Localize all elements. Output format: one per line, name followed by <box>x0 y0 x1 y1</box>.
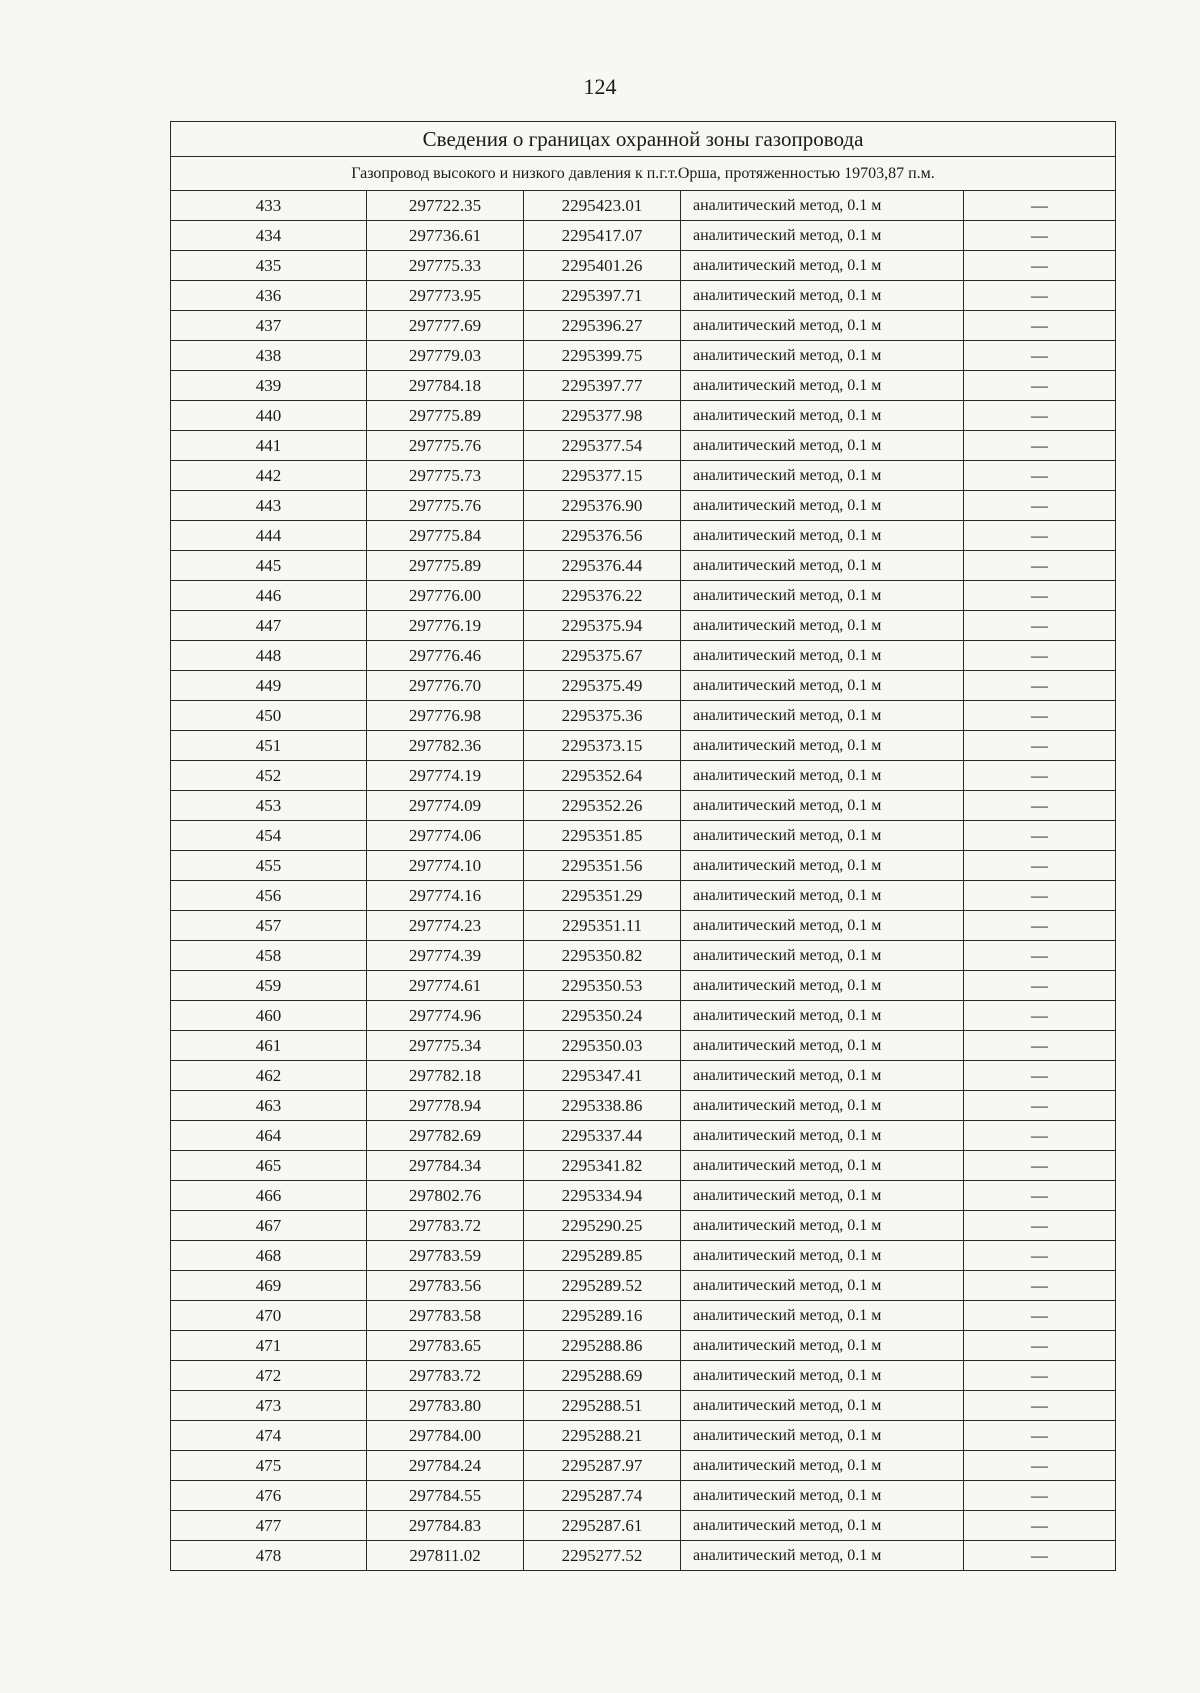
boundary-coordinates-table <box>170 121 1116 1571</box>
x-coordinate: 297775.33 <box>367 251 524 281</box>
point-number: 433 <box>171 191 367 221</box>
x-coordinate: 297774.09 <box>367 791 524 821</box>
table-row <box>171 821 1116 851</box>
table-row <box>171 371 1116 401</box>
table-row <box>171 791 1116 821</box>
point-number: 472 <box>171 1361 367 1391</box>
dash-cell: — <box>964 641 1116 671</box>
method-accuracy: аналитический метод, 0.1 м <box>681 251 964 281</box>
point-number: 463 <box>171 1091 367 1121</box>
x-coordinate: 297782.18 <box>367 1061 524 1091</box>
y-coordinate: 2295350.53 <box>524 971 681 1001</box>
y-coordinate: 2295287.74 <box>524 1481 681 1511</box>
table-row <box>171 761 1116 791</box>
method-accuracy: аналитический метод, 0.1 м <box>681 1061 964 1091</box>
x-coordinate: 297776.98 <box>367 701 524 731</box>
dash-cell: — <box>964 1541 1116 1571</box>
x-coordinate: 297775.89 <box>367 551 524 581</box>
dash-cell: — <box>964 221 1116 251</box>
table-row <box>171 1331 1116 1361</box>
method-accuracy: аналитический метод, 0.1 м <box>681 1211 964 1241</box>
x-coordinate: 297783.56 <box>367 1271 524 1301</box>
point-number: 466 <box>171 1181 367 1211</box>
point-number: 467 <box>171 1211 367 1241</box>
dash-cell: — <box>964 581 1116 611</box>
method-accuracy: аналитический метод, 0.1 м <box>681 521 964 551</box>
y-coordinate: 2295373.15 <box>524 731 681 761</box>
dash-cell: — <box>964 1121 1116 1151</box>
x-coordinate: 297784.24 <box>367 1451 524 1481</box>
x-coordinate: 297775.84 <box>367 521 524 551</box>
method-accuracy: аналитический метод, 0.1 м <box>681 401 964 431</box>
y-coordinate: 2295417.07 <box>524 221 681 251</box>
x-coordinate: 297774.61 <box>367 971 524 1001</box>
point-number: 439 <box>171 371 367 401</box>
method-accuracy: аналитический метод, 0.1 м <box>681 1181 964 1211</box>
y-coordinate: 2295287.97 <box>524 1451 681 1481</box>
dash-cell: — <box>964 701 1116 731</box>
table-row <box>171 1181 1116 1211</box>
dash-cell: — <box>964 1451 1116 1481</box>
point-number: 462 <box>171 1061 367 1091</box>
y-coordinate: 2295288.86 <box>524 1331 681 1361</box>
x-coordinate: 297783.58 <box>367 1301 524 1331</box>
method-accuracy: аналитический метод, 0.1 м <box>681 1241 964 1271</box>
dash-cell: — <box>964 401 1116 431</box>
dash-cell: — <box>964 791 1116 821</box>
method-accuracy: аналитический метод, 0.1 м <box>681 341 964 371</box>
method-accuracy: аналитический метод, 0.1 м <box>681 281 964 311</box>
table-row <box>171 401 1116 431</box>
x-coordinate: 297775.76 <box>367 491 524 521</box>
dash-cell: — <box>964 1301 1116 1331</box>
x-coordinate: 297774.10 <box>367 851 524 881</box>
method-accuracy: аналитический метод, 0.1 м <box>681 581 964 611</box>
dash-cell: — <box>964 941 1116 971</box>
method-accuracy: аналитический метод, 0.1 м <box>681 1421 964 1451</box>
x-coordinate: 297783.72 <box>367 1361 524 1391</box>
point-number: 435 <box>171 251 367 281</box>
point-number: 448 <box>171 641 367 671</box>
method-accuracy: аналитический метод, 0.1 м <box>681 1151 964 1181</box>
table-subtitle: Газопровод высокого и низкого давления к п.г.т.Орша, протяженностью 19703,87 п.м. <box>171 157 1116 191</box>
x-coordinate: 297774.16 <box>367 881 524 911</box>
table-row <box>171 611 1116 641</box>
y-coordinate: 2295376.90 <box>524 491 681 521</box>
method-accuracy: аналитический метод, 0.1 м <box>681 731 964 761</box>
point-number: 437 <box>171 311 367 341</box>
table-row <box>171 731 1116 761</box>
method-accuracy: аналитический метод, 0.1 м <box>681 371 964 401</box>
method-accuracy: аналитический метод, 0.1 м <box>681 461 964 491</box>
point-number: 458 <box>171 941 367 971</box>
method-accuracy: аналитический метод, 0.1 м <box>681 1121 964 1151</box>
y-coordinate: 2295375.49 <box>524 671 681 701</box>
table-row <box>171 1301 1116 1331</box>
y-coordinate: 2295337.44 <box>524 1121 681 1151</box>
y-coordinate: 2295277.52 <box>524 1541 681 1571</box>
y-coordinate: 2295376.44 <box>524 551 681 581</box>
table-row <box>171 851 1116 881</box>
table-row <box>171 1001 1116 1031</box>
y-coordinate: 2295352.64 <box>524 761 681 791</box>
table-row <box>171 341 1116 371</box>
dash-cell: — <box>964 1481 1116 1511</box>
y-coordinate: 2295399.75 <box>524 341 681 371</box>
point-number: 474 <box>171 1421 367 1451</box>
point-number: 477 <box>171 1511 367 1541</box>
point-number: 461 <box>171 1031 367 1061</box>
point-number: 453 <box>171 791 367 821</box>
point-number: 434 <box>171 221 367 251</box>
table-row <box>171 251 1116 281</box>
table-row <box>171 1211 1116 1241</box>
method-accuracy: аналитический метод, 0.1 м <box>681 1091 964 1121</box>
point-number: 454 <box>171 821 367 851</box>
point-number: 459 <box>171 971 367 1001</box>
y-coordinate: 2295377.15 <box>524 461 681 491</box>
table-row <box>171 1421 1116 1451</box>
table-row <box>171 881 1116 911</box>
point-number: 471 <box>171 1331 367 1361</box>
y-coordinate: 2295289.52 <box>524 1271 681 1301</box>
x-coordinate: 297782.69 <box>367 1121 524 1151</box>
x-coordinate: 297783.65 <box>367 1331 524 1361</box>
y-coordinate: 2295350.03 <box>524 1031 681 1061</box>
table-row <box>171 1361 1116 1391</box>
table-row <box>171 1091 1116 1121</box>
point-number: 451 <box>171 731 367 761</box>
x-coordinate: 297773.95 <box>367 281 524 311</box>
table-row <box>171 1481 1116 1511</box>
y-coordinate: 2295338.86 <box>524 1091 681 1121</box>
x-coordinate: 297775.34 <box>367 1031 524 1061</box>
y-coordinate: 2295341.82 <box>524 1151 681 1181</box>
point-number: 465 <box>171 1151 367 1181</box>
y-coordinate: 2295350.24 <box>524 1001 681 1031</box>
dash-cell: — <box>964 1211 1116 1241</box>
table-row <box>171 1031 1116 1061</box>
x-coordinate: 297783.72 <box>367 1211 524 1241</box>
x-coordinate: 297774.23 <box>367 911 524 941</box>
x-coordinate: 297776.19 <box>367 611 524 641</box>
dash-cell: — <box>964 1391 1116 1421</box>
method-accuracy: аналитический метод, 0.1 м <box>681 971 964 1001</box>
dash-cell: — <box>964 551 1116 581</box>
method-accuracy: аналитический метод, 0.1 м <box>681 761 964 791</box>
y-coordinate: 2295334.94 <box>524 1181 681 1211</box>
x-coordinate: 297777.69 <box>367 311 524 341</box>
dash-cell: — <box>964 851 1116 881</box>
point-number: 473 <box>171 1391 367 1421</box>
point-number: 446 <box>171 581 367 611</box>
table-row <box>171 671 1116 701</box>
dash-cell: — <box>964 1091 1116 1121</box>
method-accuracy: аналитический метод, 0.1 м <box>681 641 964 671</box>
title-row <box>171 122 1116 157</box>
y-coordinate: 2295347.41 <box>524 1061 681 1091</box>
table-row <box>171 1451 1116 1481</box>
table-body <box>171 122 1116 1571</box>
dash-cell: — <box>964 1361 1116 1391</box>
y-coordinate: 2295377.98 <box>524 401 681 431</box>
y-coordinate: 2295289.16 <box>524 1301 681 1331</box>
point-number: 442 <box>171 461 367 491</box>
table-row <box>171 1151 1116 1181</box>
point-number: 436 <box>171 281 367 311</box>
point-number: 452 <box>171 761 367 791</box>
table-row <box>171 701 1116 731</box>
subtitle-row <box>171 157 1116 191</box>
method-accuracy: аналитический метод, 0.1 м <box>681 701 964 731</box>
table-row <box>171 521 1116 551</box>
method-accuracy: аналитический метод, 0.1 м <box>681 671 964 701</box>
method-accuracy: аналитический метод, 0.1 м <box>681 791 964 821</box>
x-coordinate: 297782.36 <box>367 731 524 761</box>
point-number: 476 <box>171 1481 367 1511</box>
method-accuracy: аналитический метод, 0.1 м <box>681 821 964 851</box>
point-number: 440 <box>171 401 367 431</box>
dash-cell: — <box>964 1271 1116 1301</box>
dash-cell: — <box>964 1181 1116 1211</box>
y-coordinate: 2295396.27 <box>524 311 681 341</box>
page-number: 124 <box>583 74 617 99</box>
x-coordinate: 297783.80 <box>367 1391 524 1421</box>
dash-cell: — <box>964 1151 1116 1181</box>
point-number: 469 <box>171 1271 367 1301</box>
point-number: 438 <box>171 341 367 371</box>
dash-cell: — <box>964 911 1116 941</box>
table-row <box>171 1391 1116 1421</box>
dash-cell: — <box>964 1061 1116 1091</box>
method-accuracy: аналитический метод, 0.1 м <box>681 941 964 971</box>
method-accuracy: аналитический метод, 0.1 м <box>681 1271 964 1301</box>
y-coordinate: 2295351.29 <box>524 881 681 911</box>
method-accuracy: аналитический метод, 0.1 м <box>681 1451 964 1481</box>
point-number: 445 <box>171 551 367 581</box>
method-accuracy: аналитический метод, 0.1 м <box>681 491 964 521</box>
table-row <box>171 581 1116 611</box>
method-accuracy: аналитический метод, 0.1 м <box>681 221 964 251</box>
table-row <box>171 461 1116 491</box>
table-row <box>171 641 1116 671</box>
x-coordinate: 297774.39 <box>367 941 524 971</box>
dash-cell: — <box>964 341 1116 371</box>
x-coordinate: 297776.46 <box>367 641 524 671</box>
dash-cell: — <box>964 821 1116 851</box>
y-coordinate: 2295351.56 <box>524 851 681 881</box>
method-accuracy: аналитический метод, 0.1 м <box>681 881 964 911</box>
point-number: 468 <box>171 1241 367 1271</box>
x-coordinate: 297776.70 <box>367 671 524 701</box>
x-coordinate: 297722.35 <box>367 191 524 221</box>
table-row <box>171 281 1116 311</box>
table-title: Сведения о границах охранной зоны газопровода <box>171 122 1116 157</box>
method-accuracy: аналитический метод, 0.1 м <box>681 191 964 221</box>
y-coordinate: 2295351.85 <box>524 821 681 851</box>
point-number: 456 <box>171 881 367 911</box>
x-coordinate: 297774.96 <box>367 1001 524 1031</box>
table-row <box>171 1511 1116 1541</box>
y-coordinate: 2295375.36 <box>524 701 681 731</box>
method-accuracy: аналитический метод, 0.1 м <box>681 551 964 581</box>
dash-cell: — <box>964 1511 1116 1541</box>
x-coordinate: 297776.00 <box>367 581 524 611</box>
table-row <box>171 941 1116 971</box>
point-number: 457 <box>171 911 367 941</box>
x-coordinate: 297775.76 <box>367 431 524 461</box>
y-coordinate: 2295287.61 <box>524 1511 681 1541</box>
table-row <box>171 191 1116 221</box>
table-row <box>171 1241 1116 1271</box>
table-row <box>171 551 1116 581</box>
x-coordinate: 297784.18 <box>367 371 524 401</box>
y-coordinate: 2295375.94 <box>524 611 681 641</box>
x-coordinate: 297779.03 <box>367 341 524 371</box>
x-coordinate: 297783.59 <box>367 1241 524 1271</box>
method-accuracy: аналитический метод, 0.1 м <box>681 1361 964 1391</box>
method-accuracy: аналитический метод, 0.1 м <box>681 1331 964 1361</box>
dash-cell: — <box>964 431 1116 461</box>
x-coordinate: 297774.06 <box>367 821 524 851</box>
table-row <box>171 1541 1116 1571</box>
dash-cell: — <box>964 761 1116 791</box>
point-number: 447 <box>171 611 367 641</box>
dash-cell: — <box>964 671 1116 701</box>
y-coordinate: 2295290.25 <box>524 1211 681 1241</box>
dash-cell: — <box>964 491 1116 521</box>
y-coordinate: 2295289.85 <box>524 1241 681 1271</box>
method-accuracy: аналитический метод, 0.1 м <box>681 611 964 641</box>
table-row <box>171 1271 1116 1301</box>
table-row <box>171 311 1116 341</box>
method-accuracy: аналитический метод, 0.1 м <box>681 911 964 941</box>
y-coordinate: 2295288.21 <box>524 1421 681 1451</box>
point-number: 475 <box>171 1451 367 1481</box>
y-coordinate: 2295288.69 <box>524 1361 681 1391</box>
method-accuracy: аналитический метод, 0.1 м <box>681 431 964 461</box>
x-coordinate: 297784.55 <box>367 1481 524 1511</box>
y-coordinate: 2295288.51 <box>524 1391 681 1421</box>
x-coordinate: 297784.00 <box>367 1421 524 1451</box>
dash-cell: — <box>964 281 1116 311</box>
y-coordinate: 2295376.22 <box>524 581 681 611</box>
y-coordinate: 2295350.82 <box>524 941 681 971</box>
method-accuracy: аналитический метод, 0.1 м <box>681 1301 964 1331</box>
x-coordinate: 297778.94 <box>367 1091 524 1121</box>
method-accuracy: аналитический метод, 0.1 м <box>681 1031 964 1061</box>
table-row <box>171 971 1116 1001</box>
table-row <box>171 431 1116 461</box>
point-number: 443 <box>171 491 367 521</box>
point-number: 470 <box>171 1301 367 1331</box>
dash-cell: — <box>964 311 1116 341</box>
method-accuracy: аналитический метод, 0.1 м <box>681 1541 964 1571</box>
table-row <box>171 1061 1116 1091</box>
dash-cell: — <box>964 731 1116 761</box>
x-coordinate: 297736.61 <box>367 221 524 251</box>
y-coordinate: 2295377.54 <box>524 431 681 461</box>
dash-cell: — <box>964 1031 1116 1061</box>
dash-cell: — <box>964 371 1116 401</box>
dash-cell: — <box>964 971 1116 1001</box>
method-accuracy: аналитический метод, 0.1 м <box>681 311 964 341</box>
x-coordinate: 297774.19 <box>367 761 524 791</box>
method-accuracy: аналитический метод, 0.1 м <box>681 1001 964 1031</box>
dash-cell: — <box>964 1241 1116 1271</box>
table-row <box>171 491 1116 521</box>
point-number: 444 <box>171 521 367 551</box>
y-coordinate: 2295401.26 <box>524 251 681 281</box>
point-number: 460 <box>171 1001 367 1031</box>
y-coordinate: 2295352.26 <box>524 791 681 821</box>
dash-cell: — <box>964 461 1116 491</box>
method-accuracy: аналитический метод, 0.1 м <box>681 1481 964 1511</box>
point-number: 478 <box>171 1541 367 1571</box>
y-coordinate: 2295423.01 <box>524 191 681 221</box>
dash-cell: — <box>964 1421 1116 1451</box>
table-row <box>171 1121 1116 1151</box>
table-row <box>171 221 1116 251</box>
dash-cell: — <box>964 881 1116 911</box>
point-number: 450 <box>171 701 367 731</box>
point-number: 441 <box>171 431 367 461</box>
method-accuracy: аналитический метод, 0.1 м <box>681 851 964 881</box>
x-coordinate: 297775.89 <box>367 401 524 431</box>
x-coordinate: 297775.73 <box>367 461 524 491</box>
y-coordinate: 2295397.71 <box>524 281 681 311</box>
point-number: 449 <box>171 671 367 701</box>
dash-cell: — <box>964 521 1116 551</box>
x-coordinate: 297784.34 <box>367 1151 524 1181</box>
dash-cell: — <box>964 1001 1116 1031</box>
x-coordinate: 297802.76 <box>367 1181 524 1211</box>
method-accuracy: аналитический метод, 0.1 м <box>681 1511 964 1541</box>
method-accuracy: аналитический метод, 0.1 м <box>681 1391 964 1421</box>
point-number: 464 <box>171 1121 367 1151</box>
y-coordinate: 2295376.56 <box>524 521 681 551</box>
dash-cell: — <box>964 1331 1116 1361</box>
y-coordinate: 2295351.11 <box>524 911 681 941</box>
x-coordinate: 297811.02 <box>367 1541 524 1571</box>
y-coordinate: 2295375.67 <box>524 641 681 671</box>
x-coordinate: 297784.83 <box>367 1511 524 1541</box>
y-coordinate: 2295397.77 <box>524 371 681 401</box>
dash-cell: — <box>964 611 1116 641</box>
point-number: 455 <box>171 851 367 881</box>
dash-cell: — <box>964 191 1116 221</box>
table-row <box>171 911 1116 941</box>
dash-cell: — <box>964 251 1116 281</box>
